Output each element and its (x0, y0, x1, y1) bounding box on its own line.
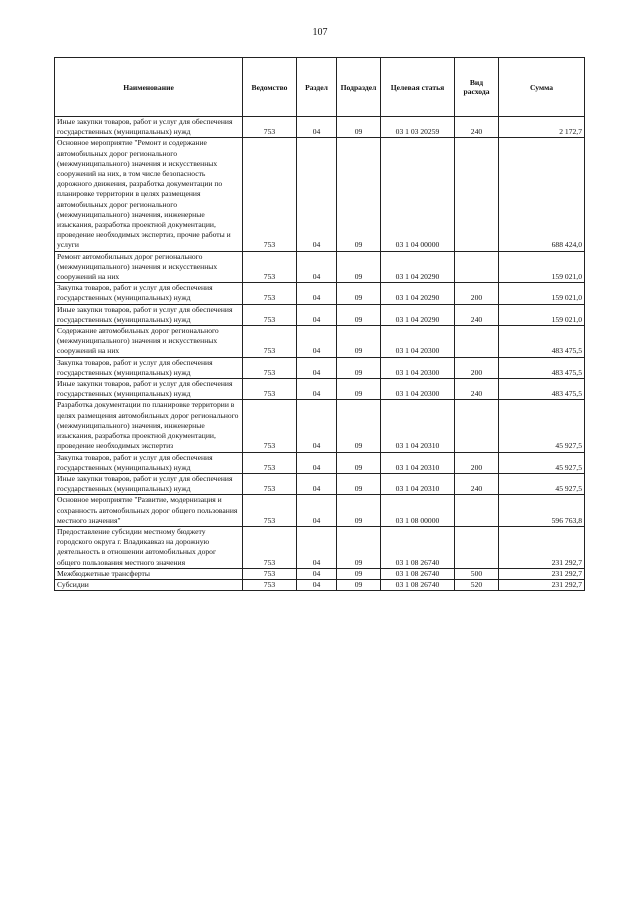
row-summa: 159 021,0 (499, 283, 585, 304)
table-row (55, 568, 585, 579)
row-vedomstvo: 753 (243, 568, 297, 579)
row-vedomstvo: 753 (243, 326, 297, 358)
row-name: Разработка документации по планировке территории в целях размещения автомобильных дорог регионального (межмуниципального) значения, инженерные изыскания, разработка проектной документации, проведение необходимых экспертиз (55, 400, 243, 452)
row-statya: 03 1 04 20310 (381, 400, 455, 452)
row-statya: 03 1 08 26740 (381, 568, 455, 579)
row-name: Субсидии (55, 579, 243, 590)
row-name: Основное мероприятие "Ремонт и содержание автомобильных дорог регионального (межмуниципального) значения и искусственных сооружений на них, в том числе безопасность дорожного движения, разработка документации по планировке территории в целях размещения автомобильных дорог регионального (межмуниципального) значения, инженерные изыскания, разработка проектной документации, проведение необходимых экспертиз, прочие работы и услуги (55, 138, 243, 251)
table-row (55, 138, 585, 251)
row-name: Иные закупки товаров, работ и услуг для обеспечения государственных (муниципальных) нужд (55, 473, 243, 494)
row-name: Содержание автомобильных дорог регионального (межмуниципального) значения и искусственных сооружений на них (55, 326, 243, 358)
row-podrazdel: 09 (337, 495, 381, 527)
row-razdel: 04 (297, 326, 337, 358)
row-summa: 596 763,8 (499, 495, 585, 527)
table-row (55, 473, 585, 494)
row-statya: 03 1 08 00000 (381, 495, 455, 527)
row-name: Основное мероприятие "Развитие, модернизация и сохранность автомобильных дорог общего пользования местного значения" (55, 495, 243, 527)
row-summa: 483 475,5 (499, 357, 585, 378)
row-vid (455, 495, 499, 527)
row-vid: 200 (455, 452, 499, 473)
row-podrazdel: 09 (337, 251, 381, 283)
header-podrazdel: Подраздел (337, 58, 381, 117)
row-vid (455, 526, 499, 568)
row-razdel: 04 (297, 452, 337, 473)
row-vedomstvo: 753 (243, 304, 297, 325)
row-podrazdel: 09 (337, 400, 381, 452)
row-podrazdel: 09 (337, 117, 381, 138)
row-razdel: 04 (297, 526, 337, 568)
header-statya: Целевая статья (381, 58, 455, 117)
row-vid (455, 400, 499, 452)
row-vid: 200 (455, 283, 499, 304)
row-razdel: 04 (297, 379, 337, 400)
row-razdel: 04 (297, 304, 337, 325)
row-podrazdel: 09 (337, 304, 381, 325)
row-statya: 03 1 04 20290 (381, 251, 455, 283)
row-vid: 240 (455, 473, 499, 494)
row-statya: 03 1 04 20310 (381, 452, 455, 473)
table-row (55, 495, 585, 527)
table-row (55, 400, 585, 452)
row-vedomstvo: 753 (243, 357, 297, 378)
row-vid (455, 326, 499, 358)
row-razdel: 04 (297, 138, 337, 251)
row-podrazdel: 09 (337, 138, 381, 251)
row-podrazdel: 09 (337, 568, 381, 579)
row-summa: 159 021,0 (499, 304, 585, 325)
row-name: Иные закупки товаров, работ и услуг для обеспечения государственных (муниципальных) нужд (55, 304, 243, 325)
row-summa: 45 927,5 (499, 452, 585, 473)
table-row (55, 526, 585, 568)
row-summa: 231 292,7 (499, 526, 585, 568)
row-vedomstvo: 753 (243, 526, 297, 568)
header-vedomstvo: Ведомство (243, 58, 297, 117)
row-razdel: 04 (297, 495, 337, 527)
row-razdel: 04 (297, 251, 337, 283)
row-vedomstvo: 753 (243, 283, 297, 304)
row-statya: 03 1 04 00000 (381, 138, 455, 251)
row-summa: 483 475,5 (499, 379, 585, 400)
page-number: 107 (312, 27, 328, 38)
row-vedomstvo: 753 (243, 579, 297, 590)
row-razdel: 04 (297, 400, 337, 452)
table-row (55, 283, 585, 304)
header-summa: Сумма (499, 58, 585, 117)
row-podrazdel: 09 (337, 452, 381, 473)
table-row (55, 579, 585, 590)
row-vedomstvo: 753 (243, 400, 297, 452)
row-summa: 231 292,7 (499, 579, 585, 590)
row-statya: 03 1 04 20290 (381, 283, 455, 304)
row-vedomstvo: 753 (243, 495, 297, 527)
row-statya: 03 1 08 26740 (381, 579, 455, 590)
row-vid: 500 (455, 568, 499, 579)
row-name: Межбюджетные трансферты (55, 568, 243, 579)
row-summa: 688 424,0 (499, 138, 585, 251)
row-summa: 231 292,7 (499, 568, 585, 579)
row-name: Закупка товаров, работ и услуг для обеспечения государственных (муниципальных) нужд (55, 452, 243, 473)
row-podrazdel: 09 (337, 473, 381, 494)
row-podrazdel: 09 (337, 379, 381, 400)
row-statya: 03 1 03 20259 (381, 117, 455, 138)
row-vid: 240 (455, 304, 499, 325)
row-vedomstvo: 753 (243, 117, 297, 138)
row-razdel: 04 (297, 357, 337, 378)
row-name: Закупка товаров, работ и услуг для обеспечения государственных (муниципальных) нужд (55, 357, 243, 378)
row-podrazdel: 09 (337, 326, 381, 358)
row-vid: 520 (455, 579, 499, 590)
table-row (55, 326, 585, 358)
row-razdel: 04 (297, 473, 337, 494)
row-podrazdel: 09 (337, 283, 381, 304)
row-statya: 03 1 04 20290 (381, 304, 455, 325)
row-vedomstvo: 753 (243, 138, 297, 251)
row-name: Иные закупки товаров, работ и услуг для обеспечения государственных (муниципальных) нужд (55, 117, 243, 138)
row-summa: 159 021,0 (499, 251, 585, 283)
row-vedomstvo: 753 (243, 452, 297, 473)
row-vid: 200 (455, 357, 499, 378)
row-name: Предоставление субсидии местному бюджету городского округа г. Владикавказ на дорожную деятельность в отношении автомобильных дорог общего пользования местного значения (55, 526, 243, 568)
table-row (55, 117, 585, 138)
row-razdel: 04 (297, 117, 337, 138)
row-statya: 03 1 04 20300 (381, 357, 455, 378)
table-row (55, 251, 585, 283)
row-vid: 240 (455, 379, 499, 400)
row-vid (455, 138, 499, 251)
header-vid: Вид расхода (455, 58, 499, 117)
row-podrazdel: 09 (337, 526, 381, 568)
row-vid (455, 251, 499, 283)
row-razdel: 04 (297, 568, 337, 579)
header-razdel: Раздел (297, 58, 337, 117)
row-vedomstvo: 753 (243, 379, 297, 400)
row-summa: 45 927,5 (499, 400, 585, 452)
table-row (55, 452, 585, 473)
row-statya: 03 1 04 20300 (381, 379, 455, 400)
row-statya: 03 1 04 20300 (381, 326, 455, 358)
budget-table (54, 57, 585, 591)
table-row (55, 379, 585, 400)
table-row (55, 304, 585, 325)
row-vedomstvo: 753 (243, 473, 297, 494)
row-vid: 240 (455, 117, 499, 138)
row-razdel: 04 (297, 579, 337, 590)
row-razdel: 04 (297, 283, 337, 304)
row-summa: 45 927,5 (499, 473, 585, 494)
row-statya: 03 1 04 20310 (381, 473, 455, 494)
header-name: Наименование (55, 58, 243, 117)
row-summa: 483 475,5 (499, 326, 585, 358)
table-header-row (55, 58, 585, 117)
row-podrazdel: 09 (337, 579, 381, 590)
table-row (55, 357, 585, 378)
row-summa: 2 172,7 (499, 117, 585, 138)
row-name: Ремонт автомобильных дорог регионального (межмуниципального) значения и искусственных сооружений на них (55, 251, 243, 283)
row-vedomstvo: 753 (243, 251, 297, 283)
row-podrazdel: 09 (337, 357, 381, 378)
row-statya: 03 1 08 26740 (381, 526, 455, 568)
row-name: Иные закупки товаров, работ и услуг для обеспечения государственных (муниципальных) нужд (55, 379, 243, 400)
row-name: Закупка товаров, работ и услуг для обеспечения государственных (муниципальных) нужд (55, 283, 243, 304)
